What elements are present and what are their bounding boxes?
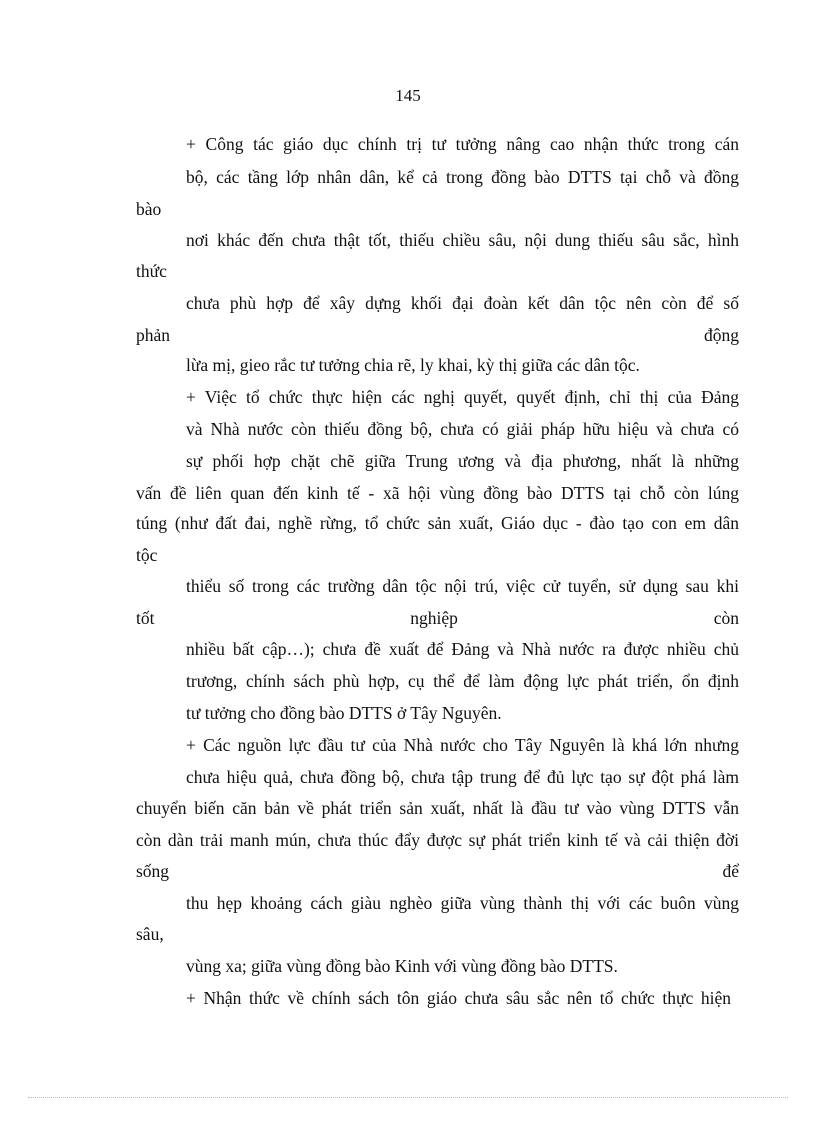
page-number: 145 [395, 86, 421, 105]
word: để [722, 861, 739, 881]
text-line [136, 607, 739, 629]
text-line: thức [136, 261, 167, 281]
text-line: sự phối hợp chặt chẽ giữa Trung ương và địa phương, nhất là những [186, 451, 739, 471]
text-line [136, 324, 739, 346]
text-line: chuyển biến căn bản về phát triển sản xuất, nhất là đầu tư vào vùng DTTS vẫn [136, 798, 739, 818]
word: còn [713, 608, 739, 628]
text-line: bộ, các tầng lớp nhân dân, kể cả trong đồng bào DTTS tại chỗ và đồng [186, 167, 739, 187]
word: nghiệp [410, 608, 458, 628]
text-line: vấn đề liên quan đến kinh tế - xã hội vùng đồng bào DTTS tại chỗ còn lúng [136, 483, 739, 503]
text-line: nhiều bất cập…); chưa đề xuất để Đảng và Nhà nước ra được nhiều chủ [186, 639, 739, 659]
word: phản [136, 325, 171, 345]
word: tốt [136, 608, 155, 628]
text-line: vùng xa; giữa vùng đồng bào Kinh với vùng đồng bào DTTS. [186, 956, 618, 976]
word: động [704, 325, 739, 345]
text-line: nơi khác đến chưa thật tốt, thiếu chiều sâu, nội dung thiếu sâu sắc, hình [186, 230, 739, 250]
text-line: tư tưởng cho đồng bào DTTS ở Tây Nguyên. [186, 703, 502, 723]
text-line: + Nhận thức về chính sách tôn giáo chưa sâu sắc nên tổ chức thực hiện [186, 988, 731, 1008]
text-line: túng (như đất đai, nghề rừng, tổ chức sản xuất, Giáo dục - đào tạo con em dân [136, 513, 739, 533]
text-line: thiểu số trong các trường dân tộc nội trú, việc cử tuyển, sử dụng sau khi [186, 576, 739, 596]
text-line: + Công tác giáo dục chính trị tư tưởng nâng cao nhận thức trong cán [186, 134, 739, 154]
text-line: bào [136, 199, 162, 219]
text-line: chưa hiệu quả, chưa đồng bộ, chưa tập trung để đủ lực tạo sự đột phá làm [186, 767, 739, 787]
text-line: + Các nguồn lực đầu tư của Nhà nước cho Tây Nguyên là khá lớn nhưng [186, 735, 739, 755]
text-line [136, 860, 739, 882]
footer-divider [28, 1097, 788, 1098]
text-line: thu hẹp khoảng cách giàu nghèo giữa vùng thành thị với các buôn vùng [186, 893, 739, 913]
text-line: sâu, [136, 924, 164, 944]
text-line: + Việc tổ chức thực hiện các nghị quyết, quyết định, chỉ thị của Đảng [186, 387, 739, 407]
word: sống [136, 861, 170, 881]
text-line: còn dàn trải manh mún, chưa thúc đẩy được sự phát triển kinh tế và cải thiện đời [136, 830, 739, 850]
text-line: tộc [136, 545, 158, 565]
text-line: chưa phù hợp để xây dựng khối đại đoàn kết dân tộc nên còn để số [186, 293, 739, 313]
text-line: và Nhà nước còn thiếu đồng bộ, chưa có giải pháp hữu hiệu và chưa có [186, 419, 739, 439]
text-line: lừa mị, gieo rắc tư tưởng chia rẽ, ly khai, kỳ thị giữa các dân tộc. [186, 355, 640, 375]
text-line: trương, chính sách phù hợp, cụ thể để làm động lực phát triển, ổn định [186, 671, 739, 691]
